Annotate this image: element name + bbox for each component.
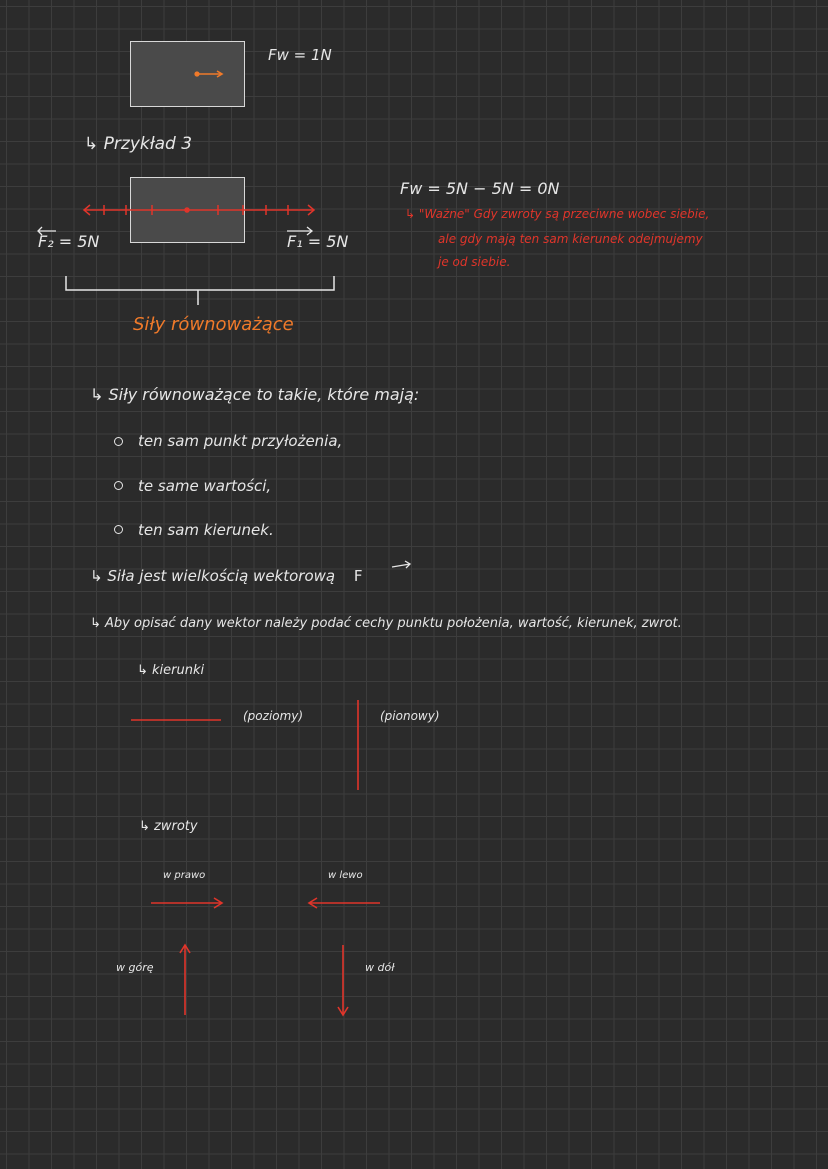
balance-bracket xyxy=(66,276,334,305)
balancing-forces-label: Siły równoważące xyxy=(133,314,294,335)
resultant-zero-label: Fw = 5N − 5N = 0N xyxy=(400,179,560,198)
bullet-icon xyxy=(114,481,123,490)
vector-f-arrow-icon xyxy=(392,561,410,568)
rule-bullet-3: ten sam kierunek. xyxy=(138,521,274,539)
down-arrow-icon xyxy=(338,945,348,1015)
body-box-example-3 xyxy=(130,177,245,243)
down-sense-label: w dół xyxy=(365,961,395,974)
hook-arrow-icon: ↳ xyxy=(90,567,108,585)
hook-arrow-icon: ↳ xyxy=(90,385,109,404)
left-arrow-icon xyxy=(309,898,380,908)
hook-arrow-icon: ↳ xyxy=(90,616,106,631)
up-sense-label: w górę xyxy=(116,961,154,974)
rule-bullet-1: ten sam punkt przyłożenia, xyxy=(138,432,343,450)
bullet-icon xyxy=(114,437,123,446)
force-f2-label: F₂ = 5N xyxy=(38,232,100,251)
right-sense-label: w prawo xyxy=(163,870,206,881)
vector-description-line: ↳ Aby opisać dany wektor należy podać cechy punktu położenia, wartość, kierunek, zwrot. xyxy=(90,616,682,631)
rule-bullet-2: te same wartości, xyxy=(138,477,272,495)
horizontal-label: (poziomy) xyxy=(243,709,304,723)
directions-heading: ↳ kierunki xyxy=(137,663,205,678)
force-f1-label: F₁ = 5N xyxy=(287,232,349,251)
hook-arrow-icon: ↳ xyxy=(84,134,104,154)
bullet-icon xyxy=(114,525,123,534)
vertical-label: (pionowy) xyxy=(380,709,440,723)
hook-arrow-icon: ↳ xyxy=(139,819,155,834)
vector-f-symbol: F xyxy=(353,567,363,585)
resultant-force-label: Fw = 1N xyxy=(268,46,332,64)
important-note-line-2: ale gdy mają ten sam kierunek odejmujemy xyxy=(438,232,703,246)
important-note-line-1: ↳ "Ważne" Gdy zwroty są przeciwne wobec siebie, xyxy=(405,207,710,221)
balancing-forces-definition: ↳ Siły równoważące to takie, które mają: xyxy=(90,385,420,404)
right-arrow-icon xyxy=(151,898,222,908)
senses-heading: ↳ zwroty xyxy=(139,819,198,834)
left-sense-label: w lewo xyxy=(328,870,363,881)
example-3-heading: ↳ Przykład 3 xyxy=(84,134,193,154)
important-note-line-3: je od siebie. xyxy=(438,255,511,269)
hook-arrow-icon: ↳ xyxy=(137,663,153,678)
hook-arrow-icon: ↳ xyxy=(405,207,419,221)
up-arrow-icon xyxy=(180,945,190,1015)
body-box-example-2 xyxy=(130,41,245,107)
vector-quantity-line: ↳ Siła jest wielkością wektorową F xyxy=(90,567,363,585)
